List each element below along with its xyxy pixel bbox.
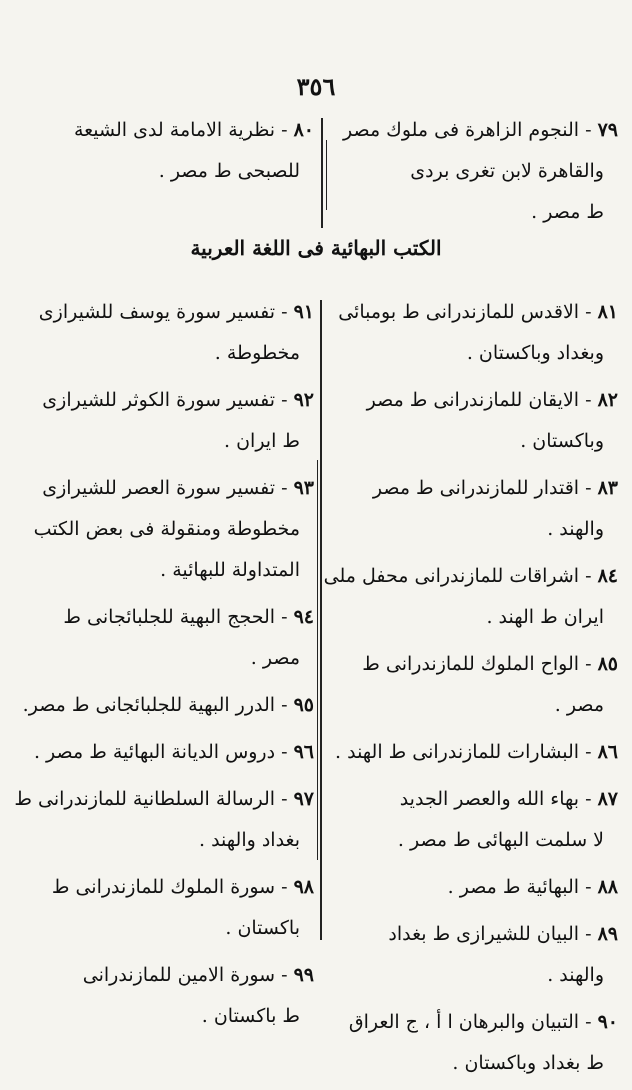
entry [322, 779, 618, 861]
entry-line [328, 192, 618, 233]
entry-text: وبغداد وباكستان . [466, 342, 604, 364]
column-divider-top-inner [326, 140, 327, 210]
entry-number: ٩٩ [293, 964, 314, 986]
entry-text: بهاء الله والعصر الجديد [399, 788, 580, 810]
entry-text: اقتدار للمازندرانى ط مصر [372, 477, 580, 499]
entry-line: ٩٠ - التبيان والبرهان ا أ ، ج العراق [348, 1011, 618, 1033]
entry-line: ٨٤ - اشراقات للمازندرانى محفل ملى [323, 565, 618, 587]
entry-number: ٨٥ [597, 653, 618, 675]
entry-line [24, 421, 314, 462]
top-left-column [24, 110, 314, 198]
entry-line [24, 638, 314, 679]
entry-text: التبيان والبرهان ا أ ، ج العراق [348, 1011, 580, 1033]
entry-text: البهائية ط مصر . [447, 876, 580, 898]
entry [322, 867, 618, 908]
entry-number: ٨٨ [597, 876, 618, 898]
entry-text: لا سلمت البهائى ط مصر . [397, 829, 604, 851]
right-column [322, 292, 618, 1090]
entry-line: ٩١ - تفسير سورة يوسف للشيرازى [38, 301, 314, 323]
entry-line: ٨٠ - نظرية الامامة لدى الشيعة [73, 119, 314, 141]
entry [24, 110, 314, 192]
entry-text: البشارات للمازندرانى ط الهند . [335, 741, 580, 763]
entry-number: ٩٠ [597, 1011, 618, 1033]
entry-line [24, 908, 314, 949]
entry-number: ٨٢ [597, 389, 618, 411]
entry-text: والقاهرة لابن تغرى بردى [410, 160, 604, 182]
entry-line [24, 509, 314, 550]
entry [24, 292, 314, 374]
entry-number: ٩٦ [293, 741, 314, 763]
entry-line: ٨٢ - الايقان للمازندرانى ط مصر [366, 389, 618, 411]
entry-number: ٩٨ [293, 876, 314, 898]
entry-line [322, 1043, 618, 1084]
section-heading: الكتب البهائية فى اللغة العربية [190, 236, 442, 260]
entry-text: مخطوطة . [214, 342, 300, 364]
page-number: ٣٥٦ [296, 72, 336, 101]
top-right-column [328, 110, 618, 239]
entry-line [322, 955, 618, 996]
entry-text: وباكستان . [520, 430, 604, 452]
entry-text: الواح الملوك للمازندرانى ط [362, 653, 580, 675]
entry-number: ٨٣ [597, 477, 618, 499]
entry-line [322, 421, 618, 462]
entry-text: ايران ط الهند . [486, 606, 604, 628]
entry-text: النجوم الزاهرة فى ملوك مصر [342, 119, 580, 141]
entry-text: بغداد والهند . [199, 829, 300, 851]
entry-line: ٩٨ - سورة الملوك للمازندرانى ط [51, 876, 314, 898]
entry-number: ٨٠ [293, 119, 314, 141]
entry-line: ٨٥ - الواح الملوك للمازندرانى ط [362, 653, 618, 675]
entry-text: باكستان . [225, 917, 300, 939]
entry-text: تفسير سورة الكوثر للشيرازى [42, 389, 276, 411]
entry [322, 644, 618, 726]
entry-number: ٧٩ [597, 119, 618, 141]
entry [24, 597, 314, 679]
entry-line: ٩٤ - الحجج البهية للجلبائجانى ط [63, 606, 314, 628]
entry-line: ٨٩ - البيان للشيرازى ط بغداد [388, 923, 618, 945]
entry-text: ط بغداد وباكستان . [452, 1052, 604, 1074]
entry-line [322, 509, 618, 550]
entry [24, 732, 314, 773]
entry-text: تفسير سورة العصر للشيرازى [42, 477, 276, 499]
entry-line: ٨٦ - البشارات للمازندرانى ط الهند . [335, 741, 618, 763]
entry-line: ٩٥ - الدرر البهية للجلبائجانى ط مصر. [22, 694, 314, 716]
entry-text: سورة الملوك للمازندرانى ط [51, 876, 276, 898]
entry [328, 110, 618, 233]
entry-text: الدرر البهية للجلبائجانى ط مصر. [22, 694, 276, 716]
entry-text: اشراقات للمازندرانى محفل ملى [323, 565, 580, 587]
entry-number: ٨٦ [597, 741, 618, 763]
entry-text: الرسالة السلطانية للمازندرانى ط [14, 788, 276, 810]
entry-number: ٩٤ [293, 606, 314, 628]
entry-line [322, 820, 618, 861]
entry-text: والهند . [547, 518, 604, 540]
entry-number: ٨١ [597, 301, 618, 323]
entry-line: ٨٨ - البهائية ط مصر . [447, 876, 618, 898]
entry-text: مخطوطة ومنقولة فى بعض الكتب [33, 518, 300, 540]
entry-number: ٩٣ [293, 477, 314, 499]
entry-text: ط ايران . [224, 430, 300, 452]
entry-text: للصبحى ط مصر . [158, 160, 300, 182]
entry-line [24, 151, 314, 192]
entry-line: ٨١ - الاقدس للمازندرانى ط بومبائى [338, 301, 618, 323]
entry-number: ٩٢ [293, 389, 314, 411]
entry-text: الايقان للمازندرانى ط مصر [366, 389, 580, 411]
entry [322, 468, 618, 550]
entry-text: ط مصر . [531, 201, 604, 223]
entry-text: مصر . [554, 694, 604, 716]
entry-line: ٨٣ - اقتدار للمازندرانى ط مصر [372, 477, 618, 499]
entry-line [322, 333, 618, 374]
entry [322, 732, 618, 773]
entry [14, 779, 314, 861]
entry [322, 1002, 618, 1084]
entry-line [322, 597, 618, 638]
entry-line: ٩٩ - سورة الامين للمازندرانى [82, 964, 314, 986]
entry-text: ط باكستان . [201, 1005, 300, 1027]
entry-text: دروس الديانة البهائية ط مصر . [33, 741, 276, 763]
entry-text: تفسير سورة يوسف للشيرازى [38, 301, 276, 323]
entry [24, 955, 314, 1037]
entry-line [24, 550, 314, 591]
entry-number: ٩١ [293, 301, 314, 323]
column-divider-top [321, 118, 323, 228]
entry-line [24, 820, 314, 861]
entry-number: ٨٩ [597, 923, 618, 945]
entry-line: ٩٣ - تفسير سورة العصر للشيرازى [42, 477, 314, 499]
entry-number: ٩٥ [293, 694, 314, 716]
column-divider-inner [317, 460, 318, 860]
entry-number: ٨٧ [597, 788, 618, 810]
entry-line [322, 685, 618, 726]
entry-text: البيان للشيرازى ط بغداد [388, 923, 580, 945]
entry-text: المتداولة للبهائية . [160, 559, 300, 581]
column-divider [320, 300, 322, 940]
entry [322, 292, 618, 374]
entry [322, 914, 618, 996]
entry-number: ٨٤ [597, 565, 618, 587]
entry-text: والهند . [547, 964, 604, 986]
left-column [14, 292, 314, 1043]
entry-text: الاقدس للمازندرانى ط بومبائى [338, 301, 580, 323]
entry [322, 556, 618, 638]
entry-line [24, 996, 314, 1037]
entry-text: مصر . [250, 647, 300, 669]
entry [24, 867, 314, 949]
entry-line [24, 333, 314, 374]
entry-line: ٧٩ - النجوم الزاهرة فى ملوك مصر [342, 119, 618, 141]
entry-line [328, 151, 618, 192]
entry-line: ٩٦ - دروس الديانة البهائية ط مصر . [33, 741, 314, 763]
entry [322, 380, 618, 462]
entry-text: الحجج البهية للجلبائجانى ط [63, 606, 276, 628]
entry-line: ٨٧ - بهاء الله والعصر الجديد [399, 788, 618, 810]
entry-line: ٩٢ - تفسير سورة الكوثر للشيرازى [42, 389, 314, 411]
entry [24, 685, 314, 726]
entry-line: ٩٧ - الرسالة السلطانية للمازندرانى ط [14, 788, 314, 810]
entry [24, 380, 314, 462]
entry-text: نظرية الامامة لدى الشيعة [73, 119, 276, 141]
entry-text: سورة الامين للمازندرانى [82, 964, 276, 986]
entry-number: ٩٧ [293, 788, 314, 810]
entry [24, 468, 314, 591]
